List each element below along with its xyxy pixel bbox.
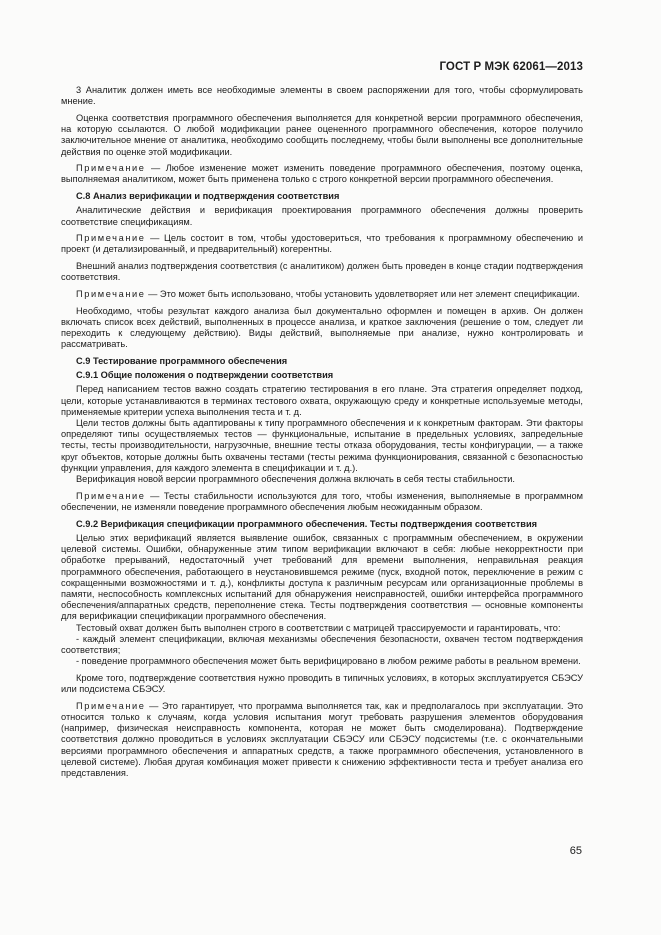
section-heading: С.8 Анализ верификации и подтверждения соответствия: [76, 191, 340, 202]
paragraph: Цели тестов должны быть адаптированы к типу программного обеспечения и к конкретным факторам. Эти факторы определяют типы осуществляемых тестов — функциональные, испытание в предельных условиях, запредельные тесты, тесты производительности, нагрузочные, внешние тесты отказа оборудования, тесты конфигурации, — а также круг объектов, которые должны быть охвачены тестами (тесты режима функционирования, связанной с безопасностью функции управления, для каждого элемента в спецификации и т. д.).: [61, 418, 583, 473]
paragraph: Необходимо, чтобы результат каждого анализа был документально оформлен и помещен в архив. Он должен включать список всех действий, выполненных в процессе анализа, и краткое заключения (решение о том, следует ли переходить к следующему действию). Виды действий, выполняемые при анализе, нужно контролировать и рассматривать.: [61, 305, 583, 350]
section-heading: С.9 Тестирование программного обеспечения: [76, 356, 288, 367]
note-text: — Любое изменение может изменить поведение программного обеспечения, поэтому оценка, выполняемая аналитиком, может быть применена только с строго конкретной версии программного обеспечения.: [61, 163, 583, 185]
note-text: — Это гарантирует, что программа выполняется так, как и предполагалось при эксплуатации. Это относится только к случаям, когда условия испытания могут требовать разрушения элементов оборудования (например, физическая неисправность компонента, которая не может быть смоделирована). Подтверждение соответствия должно проводиться в условиях эксплуатации СБЭСУ или СБЭСУ подсистемы (т.е. с окончательными версиями программного обеспечения и аппаратных средств, а также программного обеспечения, установленного в целевой системе). Любая другая комбинация может привести к снижению эффективности теста и требует анализа его представления.: [61, 700, 583, 778]
note-text: — Это может быть использовано, чтобы установить удовлетворяет или нет элемент спецификации.: [145, 289, 580, 300]
note-label: Примечание: [76, 700, 146, 711]
page-number: 65: [569, 845, 582, 857]
list-item: - каждый элемент спецификации, включая механизмы обеспечения безопасности, охвачен тестом подтверждения соответствия;: [61, 633, 583, 655]
paragraph: 3 Аналитик должен иметь все необходимые элементы в своем распоряжении для того, чтобы сформулировать мнение.: [61, 85, 583, 107]
document-body: [61, 85, 583, 785]
note: [61, 701, 583, 779]
note-text: — Цель состоит в том, чтобы удостовериться, что требования к программному обеспечению и проект (и детализированный, и предварительный) когерентны.: [61, 233, 583, 255]
paragraph: Кроме того, подтверждение соответствия нужно проводить в типичных условиях, в которых эксплуатируется СБЭСУ или подсистема СБЭСУ.: [61, 672, 583, 695]
note-label: Примечание: [76, 490, 146, 501]
note: [61, 289, 583, 300]
paragraph: Перед написанием тестов важно создать стратегию тестирования в его плане. Эта стратегия определяет подход, цели, которые устанавливаются в терминах тестового охвата, окружающую среду и конкретные используемые методы, применяемые критерии успеха выполнения теста и т. д.: [61, 384, 583, 417]
paragraph: Верификация новой версии программного обеспечения должна включать в себя тесты стабильности.: [76, 474, 515, 485]
paragraph: Тестовый охват должен быть выполнен строго в соответствии с матрицей трассируемости и гарантировать, что:: [76, 622, 561, 633]
note-label: Примечание: [76, 233, 146, 244]
standard-header: ГОСТ Р МЭК 62061—2013: [439, 61, 583, 73]
note-label: Примечание: [76, 289, 146, 300]
subsection-heading: С.9.1 Общие положения о подтверждении соответствия: [76, 370, 334, 381]
note: [61, 233, 583, 255]
note: [61, 163, 583, 185]
note-text: — Тесты стабильности используются для того, чтобы изменения, выполняемые в программном обеспечении, не изменяли поведение программного обеспечения любым неожиданным образом.: [61, 490, 583, 512]
paragraph: Целью этих верификаций является выявление ошибок, связанных с программным обеспечением, в окружении целевой системы. Ошибки, обнаруженные этим типом верификации включают в себя: любые некорректности при обработке прерываний, недостаточный учет требований для времени выполнения, неправильная реакция программного обеспечения, работающего в неустановившемся режиме (пуск, входной поток, переключение в режим с сокращенными возможностями и т. д.), конфликты доступа к различным ресурсам или организационные проблемы в памяти, неспособность комплексных испытаний для обнаружения неисправностей, ошибки интерфейса программного обеспечения/аппаратных средств, переполнение стека. Тесты подтверждения соответствия — основные компоненты для верификации спецификации программного обеспечения.: [61, 532, 583, 622]
subsection-heading: С.9.2 Верификация спецификации программного обеспечения. Тесты подтверждения соответствия: [76, 518, 538, 529]
list-item: - поведение программного обеспечения может быть верифицировано в любом режиме работы в реальном времени.: [76, 656, 581, 667]
note: [61, 491, 583, 513]
paragraph: Оценка соответствия программного обеспечения выполняется для конкретной версии программного обеспечения, на которую ссылаются. О любой модификации ранее оцененного программного обеспечения, которое получило заключительное мнение от аналитика, необходимо сообщить последнему, чтобы были выполнены все дополнительные действия по оценке этой модификации.: [61, 112, 583, 157]
paragraph: Аналитические действия и верификация проектирования программного обеспечения должны проверить соответствие спецификациям.: [61, 205, 583, 227]
note-label: Примечание: [76, 163, 146, 174]
paragraph: Внешний анализ подтверждения соответствия (с аналитиком) должен быть проведен в конце стадии подтверждения соответствия.: [61, 261, 583, 283]
